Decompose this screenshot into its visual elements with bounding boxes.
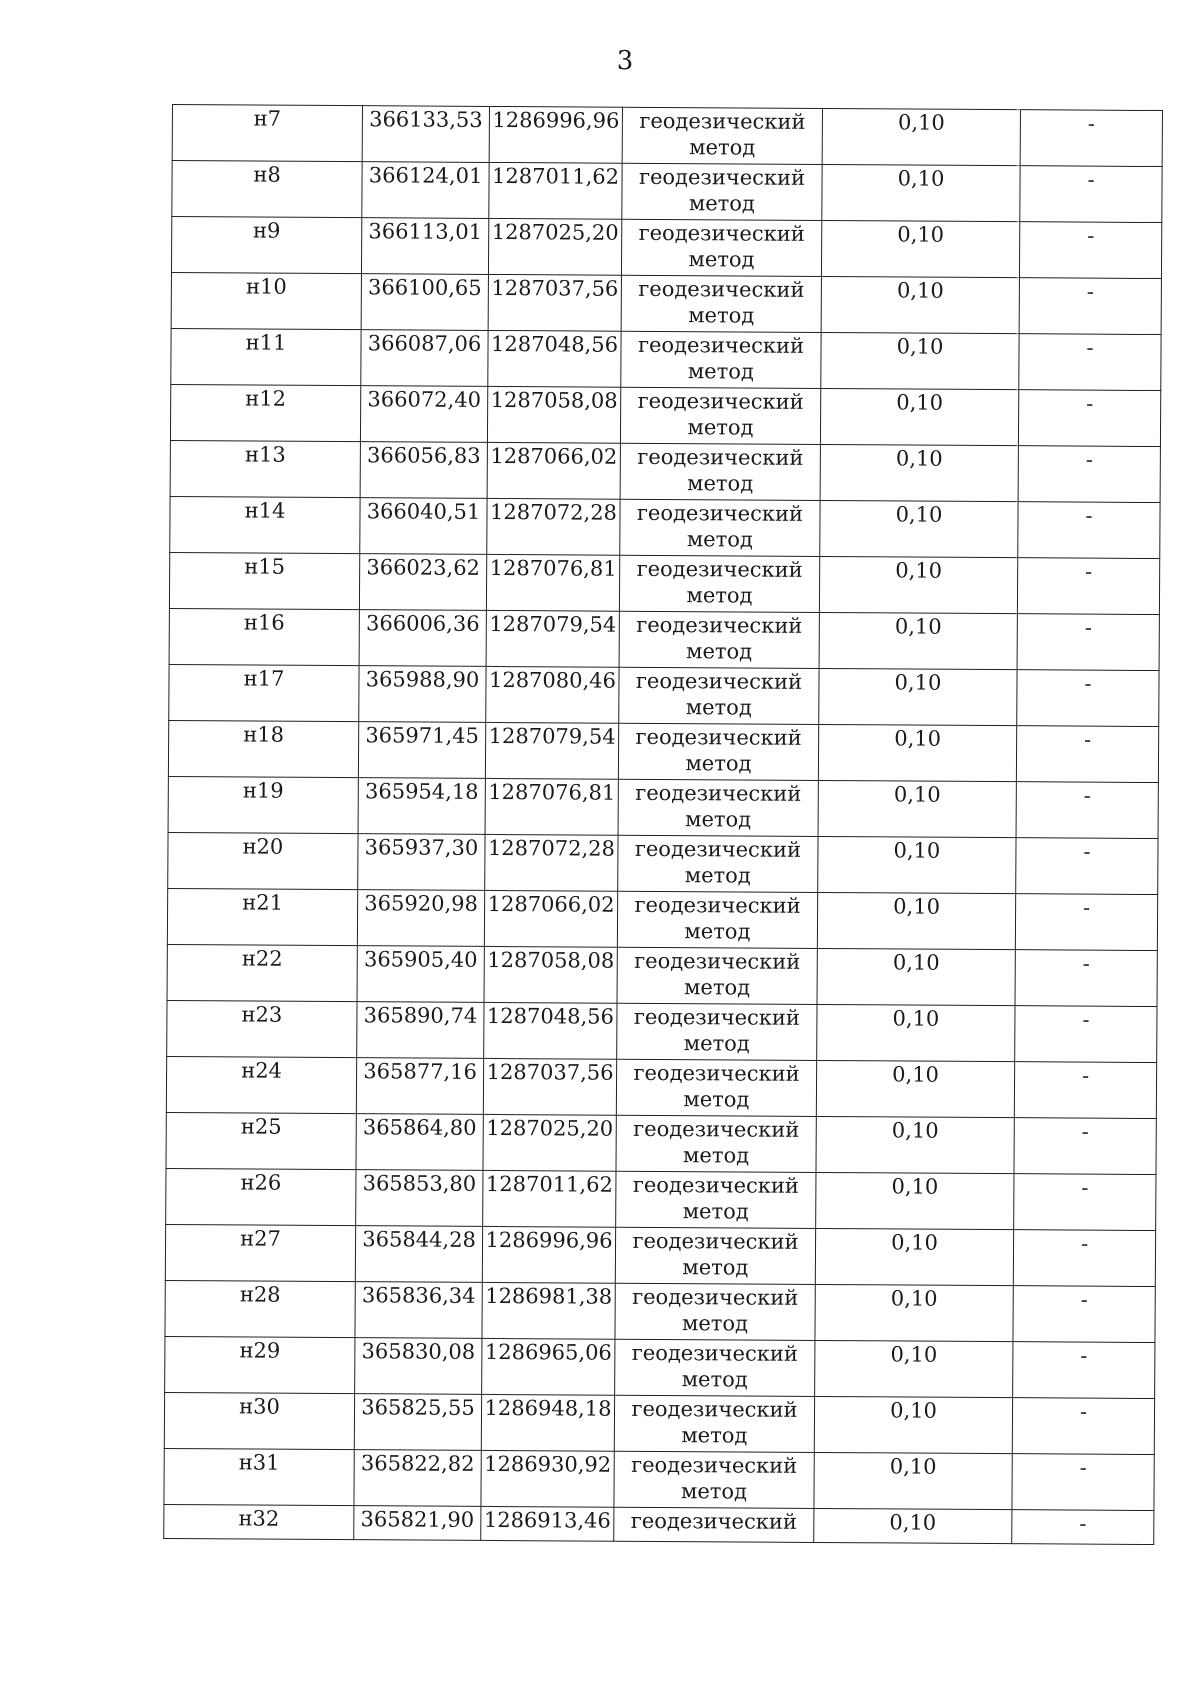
x-coordinate-cell: 365821,90 [354, 1506, 481, 1541]
point-number-cell: н8 [172, 161, 362, 218]
table-row [168, 832, 1158, 894]
accuracy-cell: 0,10 [822, 108, 1020, 165]
method-text-line1: геодезический [633, 1004, 801, 1030]
x-coordinate-cell: 365836,34 [355, 1282, 482, 1339]
note-cell: - [1018, 446, 1160, 503]
y-coordinate-cell: 1287066,02 [484, 890, 617, 947]
x-coordinate-cell: 366006,36 [359, 610, 486, 667]
method-text-line2: метод [685, 695, 752, 720]
table-row [168, 720, 1158, 782]
point-number-cell: н16 [169, 608, 359, 665]
accuracy-cell: 0,10 [817, 1004, 1015, 1061]
y-coordinate-cell: 1287048,56 [484, 1002, 617, 1059]
method-text-line1: геодезический [634, 892, 801, 918]
table-row [167, 944, 1157, 1006]
method-cell [622, 107, 822, 164]
method-cell [614, 1395, 814, 1452]
y-coordinate-cell: 1287079,54 [485, 722, 618, 779]
accuracy-cell: 0,10 [818, 780, 1016, 837]
table-row [168, 776, 1158, 838]
coordinates-sheet [163, 104, 1162, 1545]
method-cell [619, 555, 819, 612]
page-number: 3 [616, 46, 634, 76]
point-number-cell: н25 [166, 1112, 356, 1169]
table-row [169, 608, 1159, 670]
point-number-cell: н24 [166, 1056, 356, 1113]
method-text-line2: метод [688, 247, 755, 272]
point-number-cell: н32 [164, 1504, 354, 1539]
note-cell: - [1013, 1286, 1155, 1343]
method-text-line2: метод [682, 1255, 749, 1280]
point-number-cell: н28 [165, 1280, 355, 1337]
method-text-line2: метод [688, 191, 755, 216]
method-cell [621, 275, 821, 332]
y-coordinate-cell: 1286996,96 [489, 106, 622, 163]
method-text-line1: геодезический [633, 1116, 800, 1142]
method-cell [617, 1003, 817, 1060]
method-text-line2: метод [684, 863, 751, 888]
note-cell: - [1014, 1118, 1156, 1175]
x-coordinate-cell: 365844,28 [355, 1226, 482, 1283]
accuracy-cell: 0,10 [815, 1228, 1013, 1285]
y-coordinate-cell: 1286930,92 [481, 1450, 614, 1507]
point-number-cell: н22 [167, 944, 357, 1001]
method-text-line1: геодезический [635, 668, 803, 694]
note-cell: - [1018, 390, 1160, 447]
accuracy-cell: 0,10 [818, 724, 1016, 781]
point-number-cell: н13 [170, 440, 360, 497]
accuracy-cell: 0,10 [816, 1172, 1014, 1229]
method-text-line1: геодезический [635, 724, 802, 750]
table-row [166, 1168, 1156, 1230]
table-row [170, 496, 1160, 558]
note-cell: - [1016, 838, 1158, 895]
table-row [171, 217, 1161, 279]
coordinates-table [163, 104, 1163, 1545]
accuracy-cell: 0,10 [818, 836, 1016, 893]
method-cell [616, 1059, 816, 1116]
method-text-line1: геодезический [633, 1060, 800, 1086]
method-text-line2: метод [686, 639, 753, 664]
point-number-cell: н7 [172, 105, 362, 162]
method-cell [621, 331, 821, 388]
table-row [165, 1224, 1155, 1286]
note-cell: - [1017, 558, 1159, 615]
x-coordinate-cell: 365853,80 [356, 1170, 483, 1227]
table-row [169, 664, 1159, 726]
note-cell: - [1017, 670, 1159, 727]
note-cell: - [1017, 614, 1159, 671]
x-coordinate-cell: 366124,01 [362, 162, 489, 219]
method-text-line1: геодезический [631, 1452, 798, 1478]
point-number-cell: н14 [170, 496, 360, 553]
method-text-line2: метод [682, 1199, 749, 1224]
table-row [172, 161, 1162, 223]
note-cell: - [1015, 1006, 1157, 1063]
method-text-line1: геодезический [634, 836, 802, 862]
point-number-cell: н19 [168, 776, 358, 833]
x-coordinate-cell: 366040,51 [360, 498, 487, 555]
x-coordinate-cell: 365864,80 [356, 1114, 483, 1171]
y-coordinate-cell: 1287025,20 [483, 1114, 616, 1171]
note-cell: - [1014, 1062, 1156, 1119]
note-cell: - [1020, 110, 1162, 167]
method-text-line1: геодезический [636, 556, 803, 582]
method-cell [615, 1283, 815, 1340]
x-coordinate-cell: 365954,18 [358, 778, 485, 835]
point-number-cell: н17 [169, 664, 359, 721]
accuracy-cell: 0,10 [819, 668, 1017, 725]
method-text-line2: метод [687, 359, 754, 384]
point-number-cell: н15 [169, 552, 359, 609]
accuracy-cell: 0,10 [817, 892, 1015, 949]
note-cell: - [1019, 334, 1161, 391]
table-row [171, 272, 1161, 334]
method-cell [620, 387, 820, 444]
point-number-cell: н18 [168, 720, 358, 777]
x-coordinate-cell: 365905,40 [357, 946, 484, 1003]
method-text-line1: геодезический [639, 108, 806, 134]
method-cell [620, 443, 820, 500]
y-coordinate-cell: 1286965,06 [482, 1338, 615, 1395]
method-cell [618, 779, 818, 836]
accuracy-cell: 0,10 [814, 1396, 1012, 1453]
y-coordinate-cell: 1286913,46 [481, 1506, 614, 1541]
method-text-line2: метод [687, 471, 754, 496]
y-coordinate-cell: 1287058,08 [487, 386, 620, 443]
x-coordinate-cell: 366113,01 [361, 218, 488, 275]
y-coordinate-cell: 1287025,20 [488, 218, 621, 275]
method-text-line2: метод [685, 807, 752, 832]
method-text-line2: метод [682, 1311, 749, 1336]
x-coordinate-cell: 366133,53 [362, 106, 489, 163]
method-text-line2: метод [684, 919, 751, 944]
x-coordinate-cell: 365971,45 [358, 722, 485, 779]
x-coordinate-cell: 365988,90 [359, 666, 486, 723]
point-number-cell: н27 [165, 1224, 355, 1281]
method-text-line1: геодезический [638, 164, 806, 190]
table-row [170, 384, 1160, 446]
point-number-cell: н23 [167, 1000, 357, 1057]
method-text-line2: метод [685, 751, 752, 776]
note-cell: - [1012, 1398, 1154, 1455]
method-cell [616, 1171, 816, 1228]
coordinates-table-body [164, 105, 1163, 1545]
method-cell [621, 219, 821, 276]
note-cell: - [1012, 1510, 1154, 1545]
y-coordinate-cell: 1286981,38 [482, 1282, 615, 1339]
method-text-line1: геодезический [634, 948, 801, 974]
accuracy-cell: 0,10 [814, 1508, 1012, 1543]
x-coordinate-cell: 365890,74 [357, 1002, 484, 1059]
y-coordinate-cell: 1287037,56 [488, 274, 621, 331]
method-text-line1: геодезический [632, 1284, 799, 1310]
accuracy-cell: 0,10 [821, 332, 1019, 389]
x-coordinate-cell: 365822,82 [354, 1450, 481, 1507]
method-text-line1: геодезический [638, 220, 805, 246]
note-cell: - [1014, 1174, 1156, 1231]
accuracy-cell: 0,10 [815, 1340, 1013, 1397]
point-number-cell: н10 [171, 272, 361, 329]
method-text-line2: метод [686, 583, 753, 608]
accuracy-cell: 0,10 [819, 612, 1017, 669]
method-text-line1: геодезический [632, 1172, 800, 1198]
note-cell: - [1020, 166, 1162, 223]
method-text-line2: метод [680, 1479, 748, 1504]
method-text-line2: метод [684, 975, 751, 1000]
table-row [164, 1392, 1154, 1454]
method-text-line2: метод [681, 1423, 748, 1448]
y-coordinate-cell: 1287037,56 [483, 1058, 616, 1115]
note-cell: - [1015, 950, 1157, 1007]
method-text-line2: метод [687, 415, 754, 440]
y-coordinate-cell: 1287048,56 [488, 330, 621, 387]
method-cell [616, 1115, 816, 1172]
method-text-line1: геодезический [632, 1228, 799, 1254]
note-cell: - [1019, 278, 1161, 335]
method-cell [620, 499, 820, 556]
table-row [167, 1000, 1157, 1062]
accuracy-cell: 0,10 [814, 1452, 1012, 1509]
accuracy-cell: 0,10 [821, 220, 1019, 277]
note-cell: - [1016, 726, 1158, 783]
method-cell [614, 1451, 814, 1508]
x-coordinate-cell: 365830,08 [355, 1338, 482, 1395]
method-text-line1: геодезический [638, 276, 805, 302]
x-coordinate-cell: 366072,40 [360, 386, 487, 443]
method-text-line2: метод [681, 1367, 748, 1392]
x-coordinate-cell: 365937,30 [358, 834, 485, 891]
method-text-line1: геодезический [637, 388, 804, 414]
accuracy-cell: 0,10 [817, 948, 1015, 1005]
method-cell [619, 611, 819, 668]
x-coordinate-cell: 365920,98 [357, 890, 484, 947]
method-text-line1: геодезический [631, 1396, 798, 1422]
table-row [167, 888, 1157, 950]
table-row [164, 1504, 1154, 1544]
method-text-line1: геодезический [630, 1508, 797, 1534]
y-coordinate-cell: 1287080,46 [486, 666, 619, 723]
note-cell: - [1018, 502, 1160, 559]
accuracy-cell: 0,10 [821, 276, 1019, 333]
method-text-line2: метод [683, 1143, 750, 1168]
note-cell: - [1012, 1454, 1154, 1511]
accuracy-cell: 0,10 [820, 500, 1018, 557]
accuracy-cell: 0,10 [816, 1060, 1014, 1117]
y-coordinate-cell: 1287076,81 [485, 778, 618, 835]
method-cell [614, 1507, 814, 1542]
x-coordinate-cell: 366023,62 [359, 554, 486, 611]
method-text-line1: геодезический [635, 780, 802, 806]
note-cell: - [1019, 222, 1161, 279]
table-row [169, 552, 1159, 614]
y-coordinate-cell: 1287072,28 [485, 834, 618, 891]
point-number-cell: н21 [167, 888, 357, 945]
point-number-cell: н11 [171, 328, 361, 385]
y-coordinate-cell: 1287058,08 [484, 946, 617, 1003]
method-cell [619, 667, 819, 724]
method-text-line2: метод [686, 527, 753, 552]
accuracy-cell: 0,10 [820, 388, 1018, 445]
table-row [165, 1280, 1155, 1342]
note-cell: - [1013, 1342, 1155, 1399]
accuracy-cell: 0,10 [816, 1116, 1014, 1173]
y-coordinate-cell: 1287011,62 [483, 1170, 616, 1227]
table-row [170, 440, 1160, 502]
y-coordinate-cell: 1287076,81 [486, 554, 619, 611]
accuracy-cell: 0,10 [820, 444, 1018, 501]
x-coordinate-cell: 365825,55 [354, 1394, 481, 1451]
note-cell: - [1013, 1230, 1155, 1287]
point-number-cell: н31 [164, 1448, 354, 1505]
method-text-line2: метод [683, 1031, 750, 1056]
point-number-cell: н30 [164, 1392, 354, 1449]
y-coordinate-cell: 1287079,54 [486, 610, 619, 667]
method-text-line2: метод [689, 135, 756, 160]
table-row [172, 105, 1162, 167]
method-cell [615, 1227, 815, 1284]
method-cell [618, 723, 818, 780]
y-coordinate-cell: 1287011,62 [489, 162, 622, 219]
method-text-line1: геодезический [637, 444, 804, 470]
x-coordinate-cell: 366056,83 [360, 442, 487, 499]
table-row [165, 1336, 1155, 1398]
method-cell [622, 163, 822, 220]
table-row [164, 1448, 1154, 1510]
table-row [166, 1112, 1156, 1174]
x-coordinate-cell: 366087,06 [361, 330, 488, 387]
point-number-cell: н26 [166, 1168, 356, 1225]
method-text-line1: геодезический [636, 500, 804, 526]
x-coordinate-cell: 366100,65 [361, 274, 488, 331]
note-cell: - [1016, 782, 1158, 839]
y-coordinate-cell: 1287066,02 [487, 442, 620, 499]
method-text-line1: геодезический [636, 612, 803, 638]
method-text-line2: метод [683, 1087, 750, 1112]
y-coordinate-cell: 1287072,28 [487, 498, 620, 555]
point-number-cell: н12 [170, 384, 360, 441]
method-cell [618, 835, 818, 892]
point-number-cell: н29 [165, 1336, 355, 1393]
method-cell [615, 1339, 815, 1396]
table-row [171, 328, 1161, 390]
method-text-line2: метод [688, 303, 755, 328]
method-cell [617, 947, 817, 1004]
point-number-cell: н20 [168, 832, 358, 889]
method-cell [617, 891, 817, 948]
note-cell: - [1015, 894, 1157, 951]
table-row [166, 1056, 1156, 1118]
accuracy-cell: 0,10 [815, 1284, 1013, 1341]
x-coordinate-cell: 365877,16 [356, 1058, 483, 1115]
y-coordinate-cell: 1286996,96 [482, 1226, 615, 1283]
point-number-cell: н9 [171, 217, 361, 274]
accuracy-cell: 0,10 [819, 556, 1017, 613]
accuracy-cell: 0,10 [822, 164, 1020, 221]
y-coordinate-cell: 1286948,18 [481, 1394, 614, 1451]
method-text-line1: геодезический [631, 1340, 798, 1366]
method-text-line1: геодезический [637, 332, 805, 358]
